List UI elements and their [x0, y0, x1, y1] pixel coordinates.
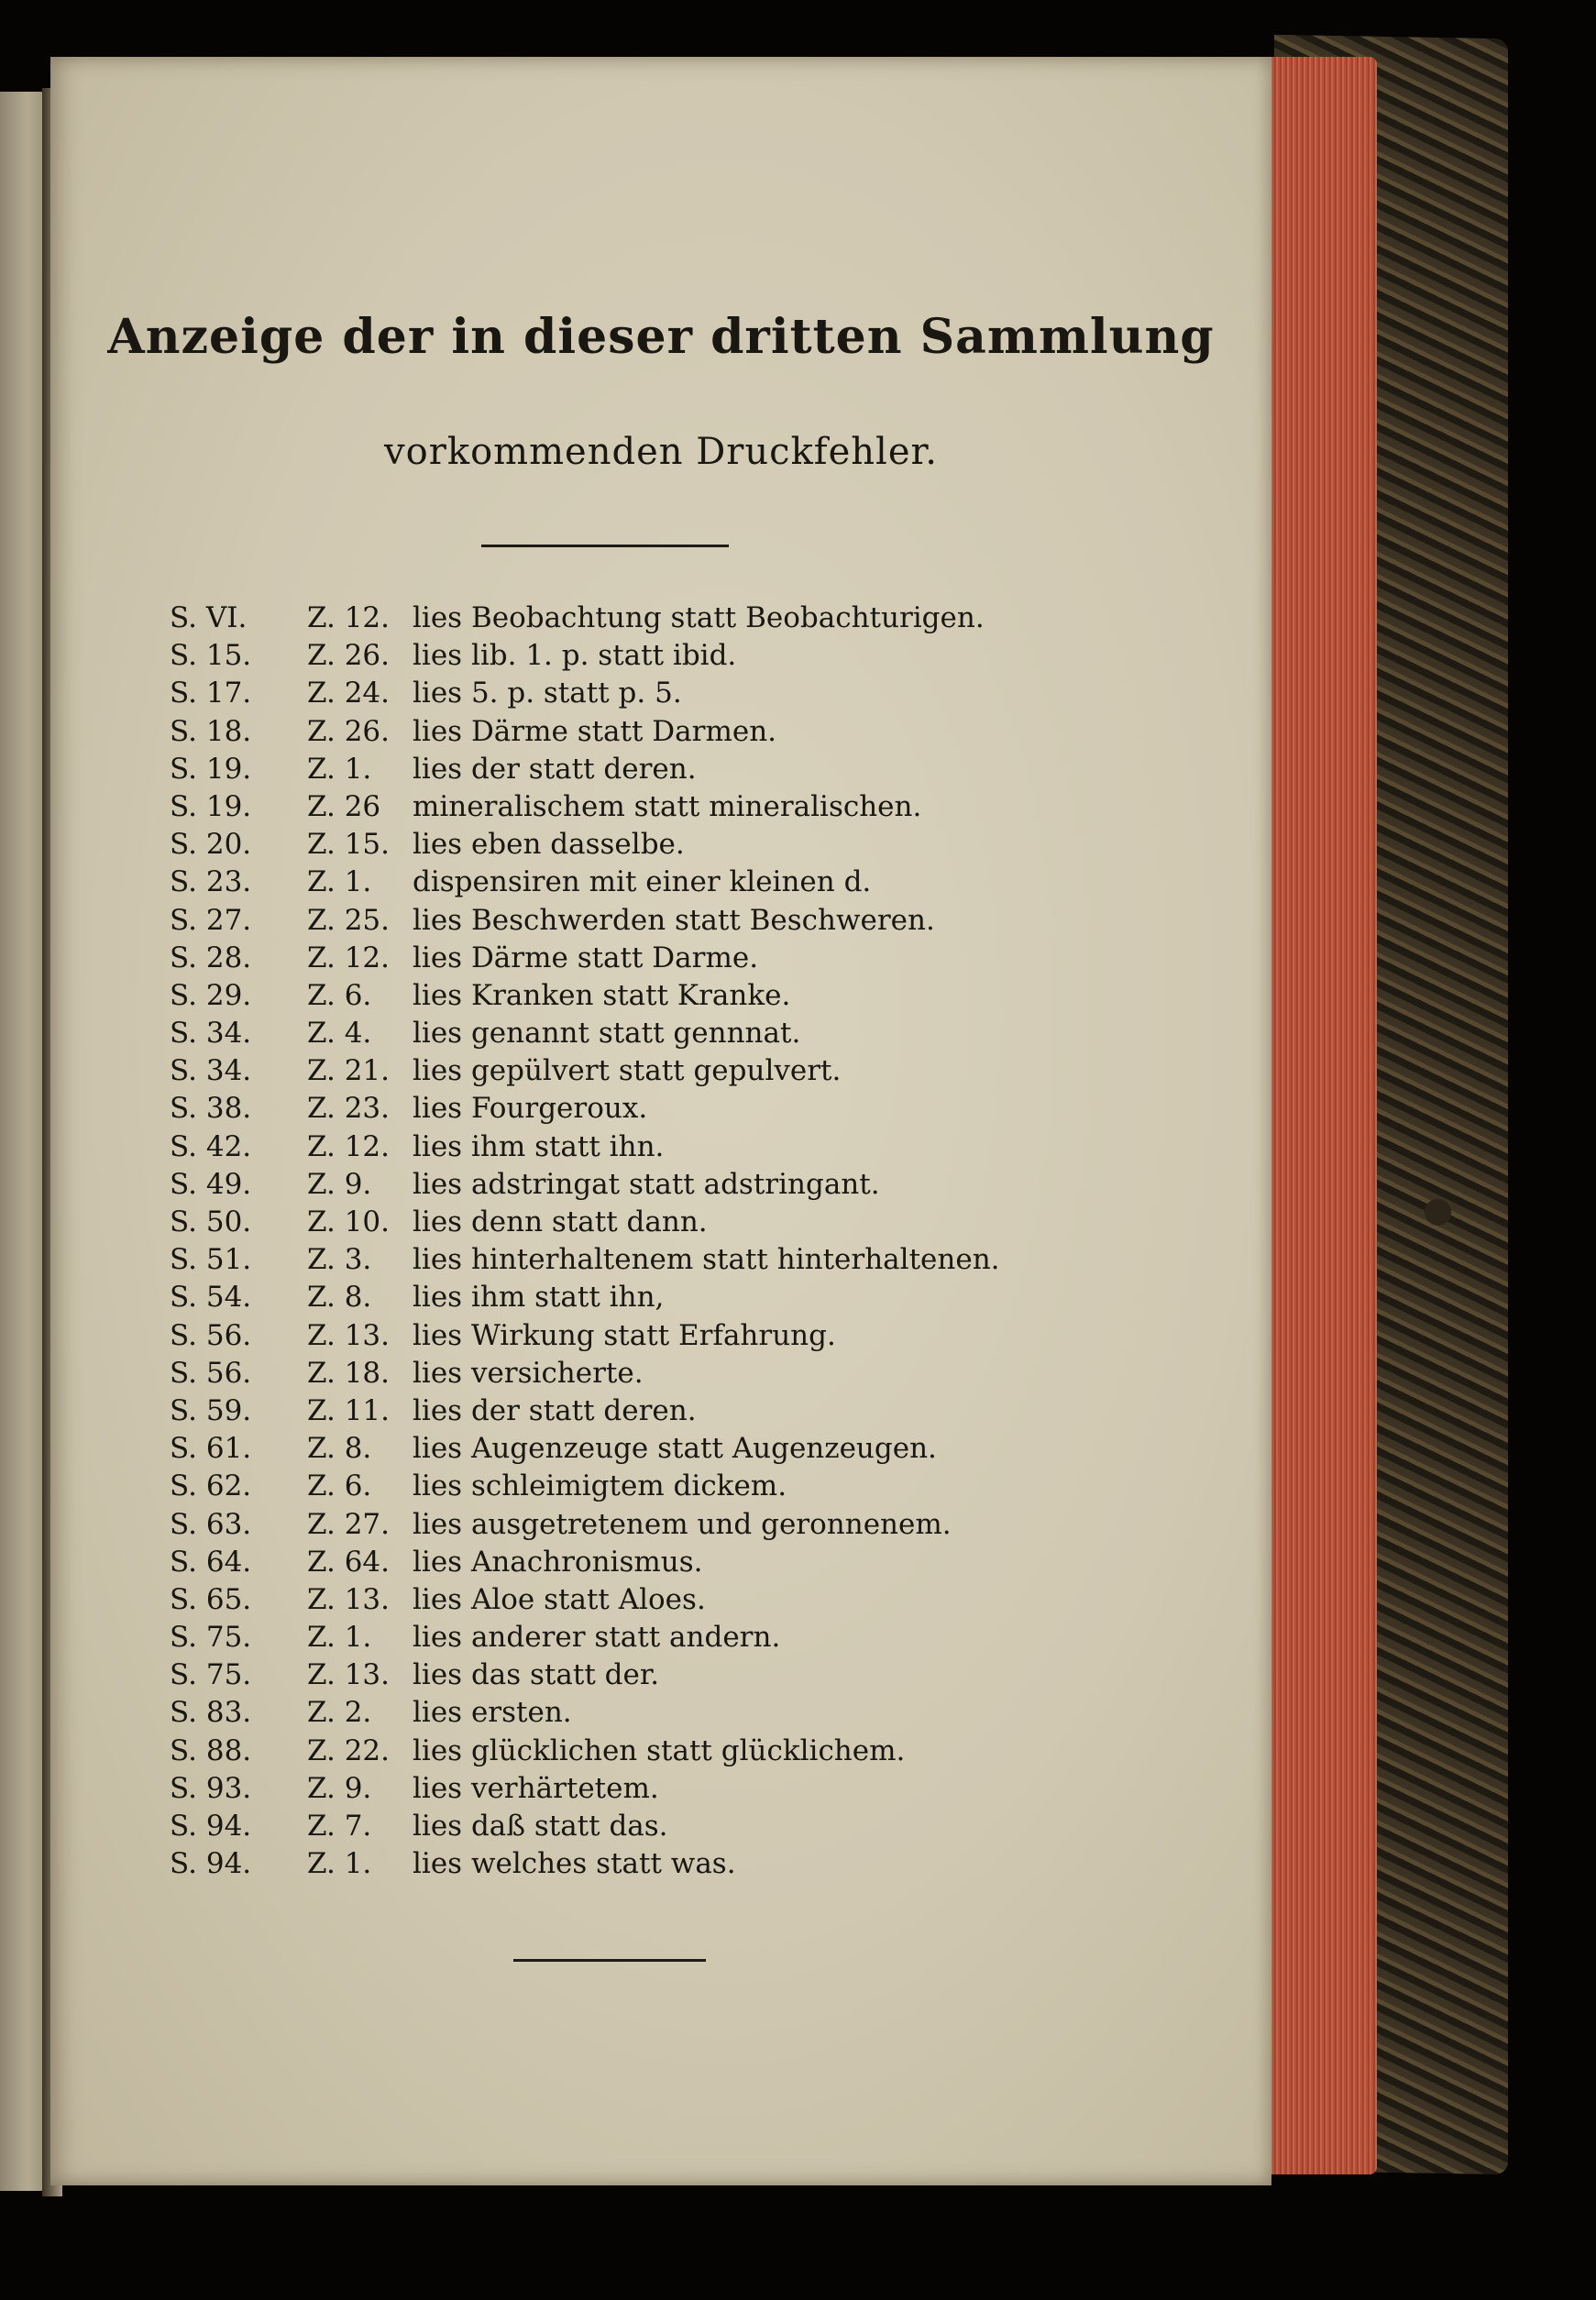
correction-text: lies hinterhaltenem statt hinterhaltenen. [413, 1243, 1000, 1277]
page-reference: S. VI. [170, 601, 248, 634]
page-title: Anzeige der in dieser dritten Sammlung [107, 309, 1215, 365]
correction-text: lies schleimigtem dickem. [413, 1469, 787, 1503]
correction-text: lies Wirkung statt Erfahrung. [413, 1318, 836, 1352]
top-divider [481, 545, 729, 547]
errata-row [170, 788, 1086, 826]
errata-row [170, 902, 1086, 940]
page-reference: S. 17. [170, 677, 252, 710]
page-reference: S. 28. [170, 941, 252, 974]
line-reference: Z. 6. [307, 978, 372, 1012]
line-reference: Z. 26. [307, 639, 391, 673]
correction-text: lies Beobachtung statt Beobachturigen. [413, 601, 985, 634]
correction-text: lies Därme statt Darme. [413, 941, 759, 974]
correction-text: dispensiren mit einer kleinen d. [413, 865, 872, 899]
page-reference: S. 83. [170, 1696, 252, 1730]
page-reference: S. 18. [170, 714, 252, 748]
line-reference: Z. 6. [307, 1469, 372, 1503]
correction-text: lies anderer statt andern. [413, 1621, 781, 1655]
correction-text: lies Kranken statt Kranke. [413, 978, 791, 1012]
errata-row [170, 1770, 1086, 1808]
errata-row [170, 1392, 1086, 1430]
page-reference: S. 15. [170, 639, 252, 673]
errata-row [170, 1052, 1086, 1090]
errata-page [50, 57, 1271, 2185]
correction-text: lies Fourgeroux. [413, 1092, 648, 1126]
errata-row [170, 1355, 1086, 1392]
correction-text: lies das statt der. [413, 1658, 660, 1692]
correction-text: lies ihm statt ihn. [413, 1129, 665, 1163]
correction-text: lies daß statt das. [413, 1810, 668, 1843]
errata-row [170, 1204, 1086, 1241]
line-reference: Z. 13. [307, 1318, 391, 1352]
red-page-edges [1258, 57, 1377, 2174]
page-reference: S. 38. [170, 1092, 252, 1126]
errata-row [170, 1619, 1086, 1656]
bottom-divider [513, 1959, 706, 1962]
correction-text: lies versicherte. [413, 1356, 644, 1390]
errata-row [170, 1279, 1086, 1316]
line-reference: Z. 13. [307, 1658, 391, 1692]
errata-row [170, 1317, 1086, 1355]
errata-row [170, 1581, 1086, 1619]
page-reference: S. 61. [170, 1432, 252, 1466]
errata-row [170, 1430, 1086, 1468]
page-reference: S. 49. [170, 1167, 252, 1201]
errata-row [170, 940, 1086, 977]
errata-row [170, 637, 1086, 675]
page-reference: S. 93. [170, 1771, 252, 1805]
errata-row [170, 1506, 1086, 1544]
correction-text: lies 5. p. statt p. 5. [413, 677, 682, 710]
line-reference: Z. 9. [307, 1167, 372, 1201]
correction-text: lies der statt deren. [413, 1393, 697, 1427]
page-reference: S. 63. [170, 1507, 252, 1541]
errata-row [170, 1544, 1086, 1581]
errata-row [170, 675, 1086, 712]
line-reference: Z. 9. [307, 1771, 372, 1805]
correction-text: lies der statt deren. [413, 752, 697, 786]
errata-row [170, 600, 1086, 637]
line-reference: Z. 22. [307, 1733, 391, 1767]
line-reference: Z. 4. [307, 1017, 372, 1051]
page-reference: S. 94. [170, 1810, 252, 1843]
page-reference: S. 23. [170, 865, 252, 899]
line-reference: Z. 7. [307, 1810, 372, 1843]
correction-text: lies welches statt was. [413, 1847, 736, 1881]
line-reference: Z. 13. [307, 1582, 391, 1616]
line-reference: Z. 12. [307, 601, 391, 634]
line-reference: Z. 12. [307, 1129, 391, 1163]
errata-row [170, 751, 1086, 788]
page-reference: S. 29. [170, 978, 252, 1012]
correction-text: lies Därme statt Darmen. [413, 714, 777, 748]
correction-text: lies ihm statt ihn, [413, 1281, 665, 1315]
errata-row [170, 1166, 1086, 1204]
errata-row [170, 1128, 1086, 1166]
correction-text: lies glücklichen statt glücklichem. [413, 1733, 906, 1767]
correction-text: lies Anachronismus. [413, 1545, 703, 1579]
line-reference: Z. 21. [307, 1054, 391, 1088]
errata-row [170, 1656, 1086, 1694]
line-reference: Z. 2. [307, 1696, 372, 1730]
page-reference: S. 34. [170, 1017, 252, 1051]
page-reference: S. 59. [170, 1393, 252, 1427]
line-reference: Z. 23. [307, 1092, 391, 1126]
line-reference: Z. 1. [307, 865, 372, 899]
line-reference: Z. 1. [307, 1621, 372, 1655]
page-reference: S. 42. [170, 1129, 252, 1163]
page-reference: S. 62. [170, 1469, 252, 1503]
facing-page-edge [0, 92, 46, 2191]
line-reference: Z. 12. [307, 941, 391, 974]
correction-text: lies ersten. [413, 1696, 572, 1730]
correction-text: lies lib. 1. p. statt ibid. [413, 639, 737, 673]
page-reference: S. 56. [170, 1318, 252, 1352]
page-reference: S. 19. [170, 789, 252, 823]
errata-row [170, 1694, 1086, 1732]
page-reference: S. 51. [170, 1243, 252, 1277]
errata-row [170, 1845, 1086, 1883]
errata-list [170, 600, 1086, 1883]
line-reference: Z. 26. [307, 714, 391, 748]
page-reference: S. 20. [170, 828, 252, 862]
line-reference: Z. 8. [307, 1432, 372, 1466]
page-reference: S. 88. [170, 1733, 252, 1767]
line-reference: Z. 27. [307, 1507, 391, 1541]
line-reference: Z. 24. [307, 677, 391, 710]
correction-text: lies denn statt dann. [413, 1205, 708, 1238]
correction-text: lies adstringat statt adstringant. [413, 1167, 880, 1201]
line-reference: Z. 10. [307, 1205, 391, 1238]
page-reference: S. 75. [170, 1621, 252, 1655]
errata-row [170, 1808, 1086, 1845]
page-subtitle: vorkommenden Druckfehler. [384, 431, 938, 473]
page-reference: S. 94. [170, 1847, 252, 1881]
correction-text: lies genannt statt gennnat. [413, 1017, 801, 1051]
line-reference: Z. 8. [307, 1281, 372, 1315]
correction-text: lies Aloe statt Aloes. [413, 1582, 706, 1616]
page-reference: S. 65. [170, 1582, 252, 1616]
correction-text: lies eben dasselbe. [413, 828, 685, 862]
correction-text: lies gepülvert statt gepulvert. [413, 1054, 842, 1088]
line-reference: Z. 3. [307, 1243, 372, 1277]
errata-row [170, 1241, 1086, 1279]
page-reference: S. 50. [170, 1205, 252, 1238]
errata-row [170, 977, 1086, 1015]
page-reference: S. 75. [170, 1658, 252, 1692]
correction-text: lies Beschwerden statt Beschweren. [413, 903, 935, 937]
line-reference: Z. 18. [307, 1356, 391, 1390]
line-reference: Z. 26 [307, 789, 381, 823]
errata-row [170, 1468, 1086, 1505]
correction-text: lies Augenzeuge statt Augenzeugen. [413, 1432, 937, 1466]
page-reference: S. 34. [170, 1054, 252, 1088]
page-reference: S. 54. [170, 1281, 252, 1315]
errata-row [170, 826, 1086, 864]
line-reference: Z. 25. [307, 903, 391, 937]
line-reference: Z. 11. [307, 1393, 391, 1427]
page-reference: S. 27. [170, 903, 252, 937]
errata-row [170, 1015, 1086, 1052]
line-reference: Z. 64. [307, 1545, 391, 1579]
errata-row [170, 864, 1086, 901]
line-reference: Z. 1. [307, 1847, 372, 1881]
errata-row [170, 713, 1086, 751]
page-reference: S. 56. [170, 1356, 252, 1390]
line-reference: Z. 1. [307, 752, 372, 786]
line-reference: Z. 15. [307, 828, 391, 862]
correction-text: mineralischem statt mineralischen. [413, 789, 922, 823]
correction-text: lies ausgetretenem und geronnenem. [413, 1507, 952, 1541]
page-reference: S. 64. [170, 1545, 252, 1579]
errata-row [170, 1733, 1086, 1770]
page-reference: S. 19. [170, 752, 252, 786]
correction-text: lies verhärtetem. [413, 1771, 659, 1805]
errata-row [170, 1090, 1086, 1128]
